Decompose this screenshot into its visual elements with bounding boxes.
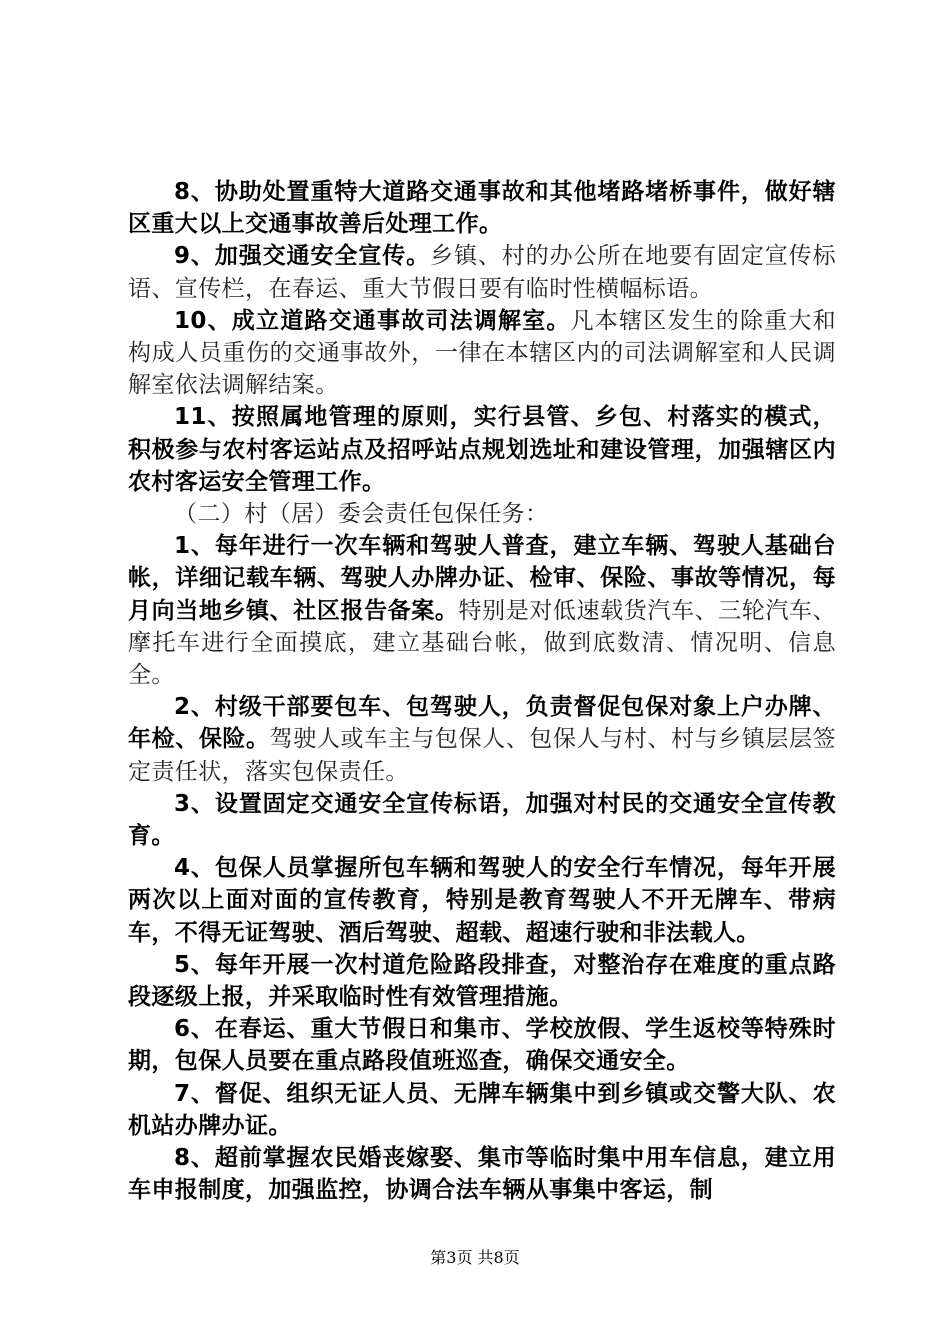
paragraph-normal-text: 乡镇、村的办公所在地要有固定宣传标语、宣传栏，在春运、重大节假日要有临时性横幅标语。 [128, 243, 836, 302]
paragraph-village-task-5 [128, 949, 836, 1013]
paragraph-town-task-8 [128, 176, 836, 240]
paragraph-bold-text: 6、在春运、重大节假日和集市、学校放假、学生返校等特殊时期，包保人员要在重点路段值班巡查，确保交通安全。 [128, 1016, 836, 1075]
paragraph-village-task-2 [128, 691, 836, 788]
paragraph-village-task-6 [128, 1013, 836, 1077]
paragraph-town-task-10 [128, 305, 836, 402]
paragraph-town-task-9 [128, 240, 836, 304]
paragraph-normal-text: 凡本辖区发生的除重大和构成人员重伤的交通事故外，一律在本辖区内的司法调解室和人民调解室依法调解结案。 [128, 307, 837, 399]
paragraph-bold-text: 9、加强交通安全宣传。 [174, 243, 431, 270]
paragraph-bold-text: 4、包保人员掌握所包车辆和驾驶人的安全行车情况，每年开展两次以上面对面的宣传教育，特别是教育驾驶人不开无牌车、带病车，不得无证驾驶、酒后驾驶、超载、超速行驶和非法载人。 [128, 855, 836, 946]
paragraph-normal-text: 驾驶人或车主与包保人、包保人与村、村与乡镇层层签定责任状，落实包保责任。 [128, 726, 836, 785]
paragraph-bold-text: 8、协助处置重特大道路交通事故和其他堵路堵桥事件，做好辖区重大以上交通事故善后处理工作。 [128, 179, 836, 238]
paragraph-bold-text: 10、成立道路交通事故司法调解室。 [174, 307, 571, 334]
paragraph-village-task-7 [128, 1078, 836, 1142]
paragraph-bold-text: 1、每年进行一次车辆和驾驶人普查，建立车辆、驾驶人基础台帐，详细记载车辆、驾驶人办牌办证、检审、保险、事故等情况，每月向当地乡镇、社区报告备案。 [128, 533, 836, 624]
paragraph-bold-text: 7、督促、组织无证人员、无牌车辆集中到乡镇或交警大队、农机站办牌办证。 [128, 1080, 836, 1139]
paragraph-bold-text: 8、超前掌握农民婚丧嫁娶、集市等临时集中用车信息，建立用车申报制度，加强监控，协调合法车辆从事集中客运，制 [128, 1145, 836, 1204]
section-heading-text: （二）村（居）委会责任包保任务： [174, 501, 549, 528]
page-number-footer: 第3页 共8页 [430, 1248, 520, 1267]
paragraph-village-task-1 [128, 530, 836, 691]
paragraph-normal-text: 特别是对低速载货汽车、三轮汽车、摩托车进行全面摸底，建立基础台帐，做到底数清、情况明、信息全。 [128, 597, 836, 689]
paragraph-bold-text: 3、设置固定交通安全宣传标语，加强对村民的交通安全宣传教育。 [128, 790, 836, 850]
paragraph-village-task-3 [128, 788, 836, 852]
paragraph-bold-text: 2、村级干部要包车、包驾驶人，负责督促包保对象上户办牌、年检、保险。 [128, 694, 836, 753]
paragraph-town-task-11 [128, 401, 836, 498]
section-heading-village-tasks [128, 498, 836, 530]
paragraph-village-task-4 [128, 852, 836, 949]
paragraph-bold-text: 11、按照属地管理的原则，实行县管、乡包、村落实的模式，积极参与农村客运站点及招呼站点规划选址和建设管理，加强辖区内农村客运安全管理工作。 [128, 404, 836, 495]
document-body [128, 176, 836, 1207]
paragraph-village-task-8 [128, 1142, 836, 1206]
paragraph-bold-text: 5、每年开展一次村道危险路段排查，对整治存在难度的重点路段逐级上报，并采取临时性有效管理措施。 [128, 951, 836, 1011]
